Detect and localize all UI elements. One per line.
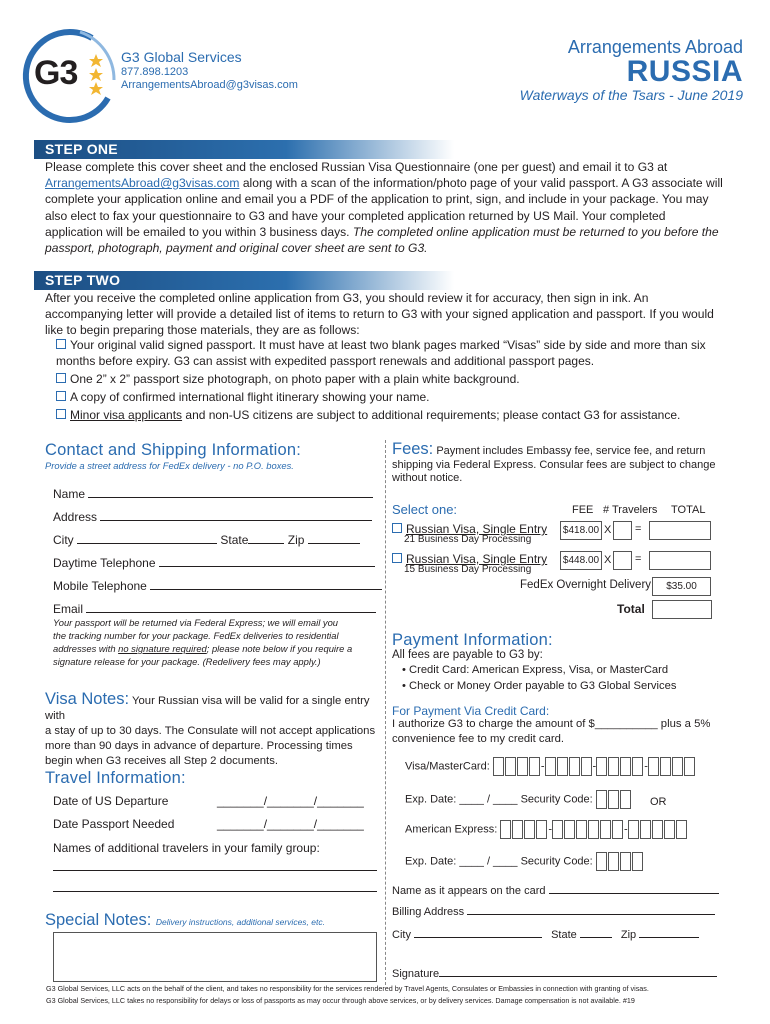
fee-option-1-amount: $418.00	[560, 521, 602, 540]
star-icon	[89, 54, 103, 67]
visa-notes-lead: Your Russian visa will be valid for a single entry with	[45, 695, 370, 722]
checkbox[interactable]	[56, 339, 66, 349]
cc-auth-1: I authorize G3 to charge the amount of $__________ plus a 5%	[392, 718, 711, 730]
step-one-text-2: along with a scan of the information/photo page of your valid passport. A G3 associate will complete your application online and email you a PDF of the application to print, sign, and include in your package. You may also elect to fax your questionnaire to G3 and have your completed application returned by US Mail. Your completed application will be emailed to you within 3 business days.	[45, 176, 723, 239]
select-one-label: Select one:	[392, 502, 458, 517]
mobile-phone-field[interactable]: Mobile Telephone	[53, 578, 382, 593]
travelers-input-1[interactable]	[613, 521, 632, 540]
footer-line-1: G3 Global Services, LLC acts on the behalf of the client, and takes no responsibility for the services rendered by Travel Agents, Consulates or Embassies in connection with granting of visas.	[46, 984, 649, 993]
total-label: Total	[617, 602, 645, 616]
company-phone: 877.898.1203	[121, 66, 189, 78]
payment-option-2: • Check or Money Order payable to G3 Global Services	[402, 680, 677, 692]
billing-address-field[interactable]: Billing Address	[392, 903, 715, 918]
fedex-label: FedEx Overnight Delivery	[520, 579, 652, 591]
step-one-text-1: Please complete this cover sheet and the enclosed Russian Visa Questionnaire (one per guest) and email it to G3 at	[45, 160, 668, 174]
payment-option-1: • Credit Card: American Express, Visa, or MasterCard	[402, 664, 669, 676]
fees-title: Fees:	[392, 440, 434, 458]
special-notes-title: Special Notes:	[45, 911, 152, 929]
minor-link[interactable]: Minor visa applicants	[70, 408, 183, 422]
cc-title: For Payment Via Credit Card:	[392, 704, 550, 718]
col-travelers: # Travelers	[603, 504, 658, 516]
logo-text: G3	[34, 54, 78, 92]
fee-option-2-amount: $448.00	[560, 551, 602, 570]
checkbox[interactable]	[56, 373, 66, 383]
billing-city-field[interactable]: City State Zip	[392, 926, 699, 941]
address-field[interactable]: Address	[53, 509, 372, 524]
equals-sign: =	[635, 523, 642, 535]
step-two-item-4: Minor visa applicants and non-US citizens are subject to additional requirements; please contact G3 for assistance.	[56, 408, 680, 422]
additional-travelers-label: Names of additional travelers in your family group:	[53, 841, 320, 855]
payment-title: Payment Information:	[392, 631, 553, 649]
fees-header: Fees: Payment includes Embassy fee, service fee, and return shipping via Federal Express. Consular fees are subject to change without notice.	[392, 440, 716, 484]
step-one-text	[45, 159, 725, 256]
footer-code: #19	[622, 996, 635, 1005]
additional-travelers-line[interactable]	[53, 891, 377, 892]
name-on-card-field[interactable]: Name as it appears on the card	[392, 882, 719, 897]
visa-notes-title: Visa Notes:	[45, 690, 130, 708]
step-two-intro: After you receive the completed online application from G3, you should review it for accuracy, then sign in ink. An accompanying letter will provide a detailed list of items to return to G3 with your signed application and passport. If you would like to begin preparing those materials, they are as follows:	[45, 291, 714, 338]
times-sign: X	[604, 524, 612, 536]
step-two-item-3: A copy of confirmed international flight itinerary showing your name.	[56, 390, 430, 404]
program-title: Arrangements Abroad	[567, 37, 743, 57]
step-one-italic: The completed online application must be returned to you before the passport, photograph, payment and original cover sheet are sent to G3.	[45, 224, 719, 256]
equals-sign: =	[635, 553, 642, 565]
needed-date-field[interactable]: _______/_______/_______	[217, 817, 364, 831]
checkbox[interactable]	[392, 523, 402, 533]
amex-row[interactable]: American Express: - -	[405, 820, 688, 839]
fedex-fee: $35.00	[652, 577, 711, 596]
trip-title: Waterways of the Tsars - June 2019	[519, 87, 743, 103]
travel-title: Travel Information:	[45, 769, 186, 787]
travelers-input-2[interactable]	[613, 551, 632, 570]
fee-option-1[interactable]: Russian Visa, Single Entry	[392, 522, 547, 536]
col-fee: FEE	[572, 504, 594, 516]
step-one-bar	[34, 140, 454, 159]
or-label: OR	[650, 796, 667, 808]
footer	[46, 983, 736, 1007]
step-one-title: STEP ONE	[45, 141, 118, 157]
daytime-phone-field[interactable]: Daytime Telephone	[53, 555, 375, 570]
total-input-2[interactable]	[649, 551, 711, 570]
contact-subtitle: Provide a street address for FedEx delivery - no P.O. boxes.	[45, 460, 294, 471]
step-two-title: STEP TWO	[45, 272, 121, 288]
col-total: TOTAL	[671, 504, 706, 516]
fee-option-2-time: 15 Business Day Processing	[404, 564, 532, 575]
grand-total-input[interactable]	[652, 600, 712, 619]
special-notes-header	[45, 911, 325, 930]
step-two-item-2: One 2” x 2” passport size photograph, on photo paper with a plain white background.	[56, 372, 520, 386]
company-name: G3 Global Services	[121, 49, 242, 65]
step-two-item-1b: months before expiry. G3 can assist with expedited passport renewals and additional passport pages.	[56, 354, 595, 368]
amex-exp-row[interactable]: Exp. Date: ____ / ____ Security Code:	[405, 852, 644, 871]
email-link[interactable]: ArrangementsAbroad@g3visas.com	[45, 176, 240, 191]
times-sign: X	[604, 554, 612, 566]
column-divider	[385, 440, 386, 985]
company-email: ArrangementsAbroad@g3visas.com	[121, 79, 298, 91]
email-field[interactable]: Email	[53, 601, 376, 616]
footer-line-2: G3 Global Services, LLC takes no responsibility for delays or loss of passports as may occur through above services, or by delivery services. Damage compensation is not available.	[46, 996, 621, 1005]
shipping-note: Your passport will be returned via Federal Express; we will email you the tracking number for your package. FedEx deliveries to residential addresses with no signature required; please note below if you require a signature release for your package. (Redelivery fees may apply.)	[53, 617, 353, 667]
star-icon	[89, 68, 103, 81]
departure-label: Date of US Departure	[53, 794, 169, 808]
visa-mc-row[interactable]: Visa/MasterCard: - - -	[405, 757, 696, 776]
signature-field[interactable]: Signature	[392, 965, 717, 980]
fee-option-2[interactable]: Russian Visa, Single Entry	[392, 552, 547, 566]
city-state-zip-field[interactable]: City State Zip	[53, 532, 360, 547]
payable-label: All fees are payable to G3 by:	[392, 649, 543, 661]
checkbox[interactable]	[56, 391, 66, 401]
special-notes-hint: Delivery instructions, additional services, etc.	[155, 917, 325, 927]
fee-option-1-time: 21 Business Day Processing	[404, 534, 532, 545]
checkbox[interactable]	[56, 409, 66, 419]
departure-date-field[interactable]: _______/_______/_______	[217, 794, 364, 808]
name-field[interactable]: Name	[53, 486, 373, 501]
country-title: RUSSIA	[626, 55, 743, 88]
step-two-bar	[34, 271, 454, 290]
total-input-1[interactable]	[649, 521, 711, 540]
visa-exp-row[interactable]: Exp. Date: ____ / ____ Security Code:	[405, 790, 632, 809]
contact-title: Contact and Shipping Information:	[45, 441, 302, 459]
visa-notes: Visa Notes: Your Russian visa will be valid for a single entry with a stay of up to 30 days. The Consulate will not accept applications more than 90 days in advance of departure. Processing times begin when G3 receives all Step 2 documents.	[45, 690, 376, 767]
cc-auth-2: convenience fee to my credit card.	[392, 733, 565, 745]
step-two-item-1: Your original valid signed passport. It must have at least two blank pages marked “Visas” side by side and more than six	[56, 338, 706, 352]
special-notes-box[interactable]	[53, 932, 377, 982]
star-icon	[89, 82, 103, 95]
logo	[20, 24, 120, 124]
checkbox[interactable]	[392, 553, 402, 563]
needed-label: Date Passport Needed	[53, 817, 175, 831]
additional-travelers-line[interactable]	[53, 870, 377, 871]
